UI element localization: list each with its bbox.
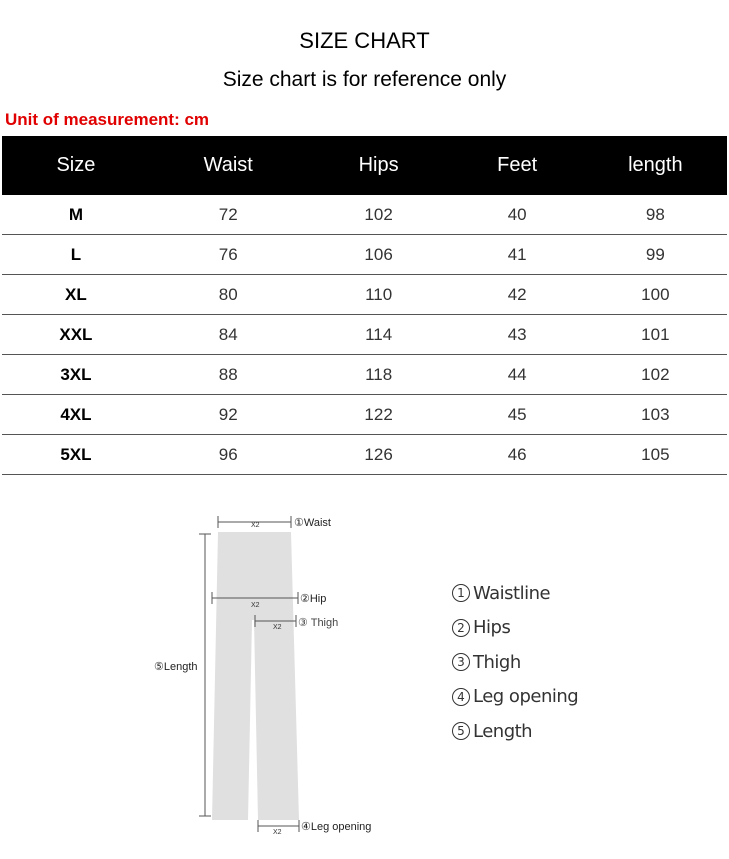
- header-row: [2, 136, 727, 195]
- size-table-header: [2, 136, 727, 195]
- cell-size: XXL: [2, 315, 150, 355]
- cell-length: 98: [584, 195, 727, 235]
- cell-length: 101: [584, 315, 727, 355]
- cell-hips: 126: [307, 435, 451, 475]
- legend-number: 2: [452, 619, 470, 637]
- table-row: [2, 395, 727, 435]
- legend-number: 3: [452, 653, 470, 671]
- legend-item-hips: [452, 611, 578, 646]
- size-table-body: [2, 195, 727, 475]
- cell-waist: 92: [150, 395, 307, 435]
- legend-number: 4: [452, 688, 470, 706]
- column-header-size: Size: [56, 154, 96, 176]
- legend-label: Waistline: [473, 582, 551, 604]
- cell-size: 3XL: [2, 355, 150, 395]
- cell-feet: 41: [451, 235, 584, 275]
- cell-size: M: [2, 195, 150, 235]
- unit-note: Unit of measurement: cm: [5, 110, 210, 129]
- legend-label: Thigh: [473, 651, 521, 673]
- cell-waist: 84: [150, 315, 307, 355]
- cell-hips: 102: [307, 195, 451, 235]
- legend-label: Hips: [473, 617, 511, 639]
- table-row: [2, 355, 727, 395]
- cell-length: 99: [584, 235, 727, 275]
- length-label: ⑤Length: [154, 661, 198, 673]
- legend-label: Length: [473, 720, 533, 742]
- pants-diagram: [140, 500, 390, 840]
- cell-hips: 110: [307, 275, 451, 315]
- cell-waist: 88: [150, 355, 307, 395]
- thigh-x2-label: X2: [273, 624, 282, 631]
- leg-opening-label: ④Leg opening: [301, 821, 372, 833]
- leg-opening-x2-label: X2: [273, 829, 282, 836]
- cell-length: 103: [584, 395, 727, 435]
- cell-length: 102: [584, 355, 727, 395]
- cell-waist: 76: [150, 235, 307, 275]
- cell-feet: 43: [451, 315, 584, 355]
- legend-number: 1: [452, 584, 470, 602]
- column-header-hips: Hips: [358, 154, 399, 176]
- cell-length: 105: [584, 435, 727, 475]
- hip-x2-label: X2: [251, 602, 260, 609]
- cell-waist: 80: [150, 275, 307, 315]
- legend-item-thigh: [452, 645, 578, 680]
- column-header-waist: Waist: [203, 154, 253, 176]
- column-header-length: length: [628, 154, 683, 176]
- length-dimension: [199, 534, 211, 816]
- column-header-feet: Feet: [497, 154, 538, 176]
- cell-feet: 44: [451, 355, 584, 395]
- cell-hips: 122: [307, 395, 451, 435]
- legend-item-length: [452, 714, 578, 749]
- size-table: [2, 136, 727, 475]
- cell-feet: 46: [451, 435, 584, 475]
- cell-hips: 118: [307, 355, 451, 395]
- measurement-legend: [452, 576, 578, 749]
- cell-hips: 114: [307, 315, 451, 355]
- table-row: [2, 315, 727, 355]
- cell-size: 4XL: [2, 395, 150, 435]
- cell-size: XL: [2, 275, 150, 315]
- cell-size: 5XL: [2, 435, 150, 475]
- cell-hips: 106: [307, 235, 451, 275]
- legend-item-waistline: [452, 576, 578, 611]
- legend-label: Leg opening: [473, 686, 579, 708]
- cell-feet: 40: [451, 195, 584, 235]
- waist-label: ①Waist: [294, 517, 331, 529]
- hip-label: ②Hip: [300, 593, 327, 605]
- cell-length: 100: [584, 275, 727, 315]
- thigh-label: ③ Thigh: [298, 617, 339, 629]
- legend-item-leg-opening: [452, 680, 578, 715]
- cell-waist: 96: [150, 435, 307, 475]
- table-row: [2, 275, 727, 315]
- pants-silhouette: [212, 532, 299, 820]
- cell-size: L: [2, 235, 150, 275]
- cell-feet: 42: [451, 275, 584, 315]
- cell-feet: 45: [451, 395, 584, 435]
- page-subtitle: Size chart is for reference only: [222, 68, 507, 91]
- table-row: [2, 195, 727, 235]
- table-row: [2, 235, 727, 275]
- page-title: SIZE CHART: [299, 28, 430, 53]
- cell-waist: 72: [150, 195, 307, 235]
- legend-number: 5: [452, 722, 470, 740]
- waist-x2-label: X2: [251, 522, 260, 529]
- table-row: [2, 435, 727, 475]
